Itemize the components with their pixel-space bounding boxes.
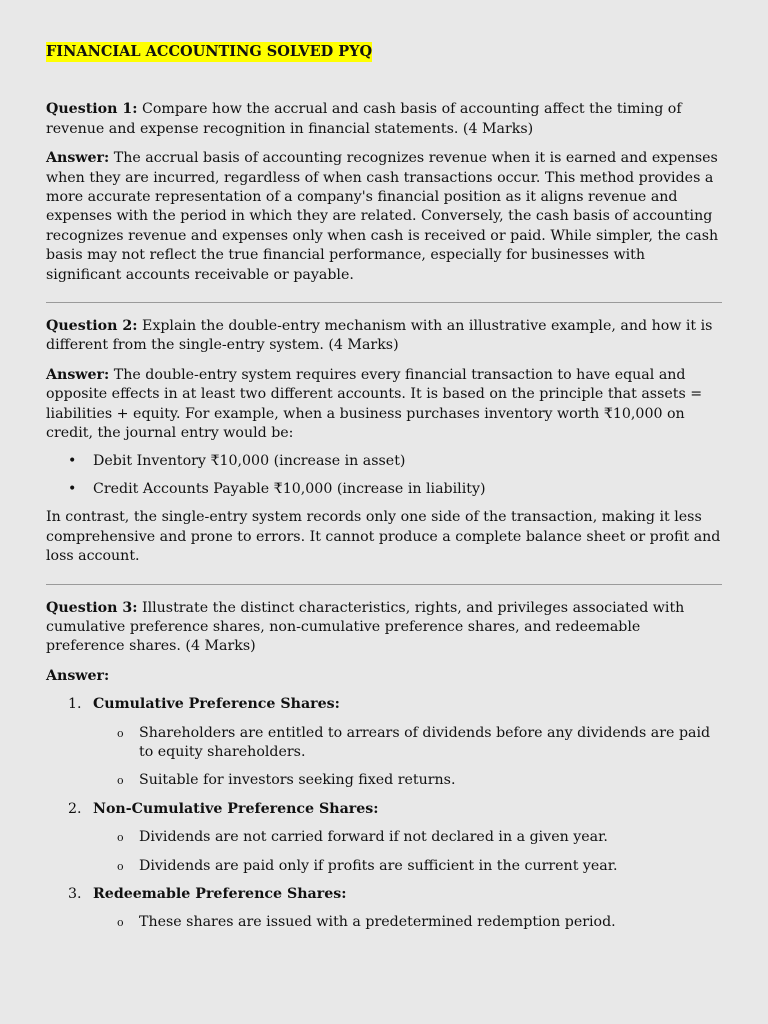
- question-1-block: [46, 100, 722, 285]
- answer-1-text: The accrual basis of accounting recognizes revenue when it is earned and expenses when they are incurred, regardless of when cash transactions occur. This method provides a more accurate representation of a company's financial position as it aligns revenue and expenses with the period in which they are related. Conversely, the cash basis of accounting recognizes revenue and expenses only when cash is received or paid. While simpler, the cash basis may not reflect the true financial performance, especially for businesses with significant accounts receivable or payable.: [46, 150, 719, 283]
- answer-2: [46, 366, 722, 444]
- item-heading: Cumulative Preference Shares:: [93, 696, 340, 713]
- answer-3-label-text: Answer:: [46, 667, 110, 684]
- list-item: o Suitable for investors seeking fixed returns.: [93, 771, 722, 790]
- answer-1-label: Answer:: [46, 150, 110, 167]
- question-2-label: Question 2:: [46, 318, 138, 335]
- sub-list: [93, 828, 722, 876]
- question-3-text: Illustrate the distinct characteristics, rights, and privileges associated with cumulative preference shares, non-cumulative preference shares, and redeemable preference shares. (4 Marks): [46, 599, 685, 655]
- item-heading: Redeemable Preference Shares:: [93, 886, 347, 902]
- question-3: [46, 599, 722, 657]
- list-item: o These shares are issued with a predetermined redemption period.: [93, 913, 722, 932]
- sub-list: [93, 913, 722, 932]
- item-number: 2.: [68, 800, 82, 817]
- answer-1: [46, 149, 722, 285]
- journal-entry-list: [46, 452, 722, 500]
- question-1-text: Compare how the accrual and cash basis of accounting affect the timing of revenue and expense recognition in financial statements. (4 Marks): [46, 101, 682, 137]
- answer-3-label: [46, 667, 722, 686]
- question-3-block: [46, 599, 722, 933]
- document-title: FINANCIAL ACCOUNTING SOLVED PYQ: [46, 43, 373, 60]
- share-types-list: [46, 695, 722, 933]
- list-item: o Dividends are paid only if profits are sufficient in the current year.: [93, 857, 722, 876]
- item-number: 1.: [68, 696, 82, 713]
- question-2-text: Explain the double-entry mechanism with an illustrative example, and how it is different from the single-entry system. (4 Marks): [46, 318, 713, 354]
- list-item: o Shareholders are entitled to arrears of dividends before any dividends are paid to equity shareholders.: [93, 724, 722, 763]
- item-heading: Non-Cumulative Preference Shares:: [93, 800, 379, 817]
- list-item: [46, 695, 722, 791]
- question-1: [46, 100, 722, 139]
- question-2-block: [46, 317, 722, 566]
- sub-list: [93, 724, 722, 791]
- question-2: [46, 317, 722, 356]
- list-item: [46, 800, 722, 876]
- answer-2-label: Answer:: [46, 366, 110, 383]
- list-item: • Debit Inventory ₹10,000 (increase in asset): [46, 452, 722, 471]
- question-3-label: Question 3:: [46, 599, 138, 616]
- question-1-label: Question 1:: [46, 101, 138, 118]
- list-item: [46, 885, 722, 933]
- list-item: o Dividends are not carried forward if not declared in a given year.: [93, 828, 722, 847]
- answer-2-text: The double-entry system requires every financial transaction to have equal and opposite effects in at least two different accounts. It is based on the principle that assets = liabilities + equity. For example, when a business purchases inventory worth ₹10,000 on credit, the journal entry would be:: [46, 366, 703, 442]
- list-item: • Credit Accounts Payable ₹10,000 (increase in liability): [46, 480, 722, 499]
- divider: [46, 584, 722, 585]
- item-number: 3.: [68, 886, 82, 902]
- divider: [46, 302, 722, 303]
- answer-2-contrast: In contrast, the single-entry system records only one side of the transaction, making it less comprehensive and prone to errors. It cannot produce a complete balance sheet or profit and loss account.: [46, 509, 721, 565]
